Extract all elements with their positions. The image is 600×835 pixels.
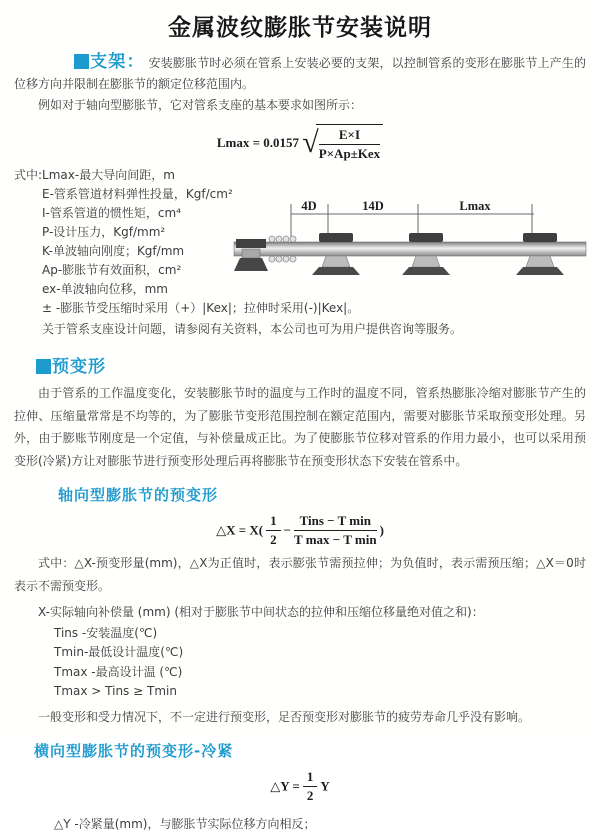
- sqrt-argument: [316, 124, 383, 162]
- half-denominator: 2: [306, 788, 314, 803]
- support-closing-note: 关于管系支座设计问题，请参阅有关资料，本公司也可为用户提供咨询等服务。: [42, 322, 463, 336]
- definition-line: 式中:Lmax-最大导向间距，m: [14, 168, 175, 182]
- temp-def-line: Tins -安装温度(℃): [54, 625, 158, 640]
- dim-label-lmax: Lmax: [459, 199, 491, 213]
- support-section-heading: 支架：: [90, 52, 145, 72]
- pipe-support-diagram: [234, 198, 586, 290]
- support-intro-text: 安装膨胀节时必须在管系上安装必要的支架，以控制管系的变形在膨胀节上产生的位移方向并限制在膨胀节的额定位移范围内。: [14, 56, 586, 91]
- dimension-labels: [301, 199, 491, 213]
- temp-def-line: Tmin-最低设计温度(℃): [54, 645, 184, 659]
- temp-def-line: Tmax > Tins ≥ Tmin: [54, 684, 177, 698]
- axial-formula-rhs: ): [379, 522, 384, 538]
- lateral-note: △Y -冷紧量(mm)，与膨胀节实际位移方向相反；: [54, 817, 316, 831]
- temp-fraction-numerator: Tins − T min: [294, 513, 377, 531]
- definition-line: I-管系管道的惯性矩，cm⁴: [42, 206, 181, 220]
- lmax-formula: [0, 124, 600, 162]
- half-numerator: 1: [266, 513, 281, 531]
- definitions-and-diagram: [14, 166, 586, 298]
- dim-label-14d: 14D: [362, 199, 384, 213]
- temperature-definitions: [14, 624, 586, 702]
- definition-line: Ap-膨胀节有效面积，cm²: [42, 263, 182, 277]
- lmax-formula-denominator: P×Ap±Kex: [318, 146, 381, 161]
- half-numerator: 1: [303, 769, 318, 787]
- definition-line: K-单波轴向刚度；Kgf/mm: [42, 244, 185, 258]
- definition-line: ex-单波轴向位移，mm: [42, 282, 168, 296]
- predeform-paragraph: 由于管系的工作温度变化，安装膨胀节时的温度与工作时的温度不同，管系热膨胀冷缩对膨胀节产生的拉伸、压缩量常常是不均等的，为了膨胀节变形范围控制在额定范围内，需要对膨胀节采取预变形处理。另外，由于膨账节刚度是一个定值，与补偿量成正比。为了使膨胀节位移对管系的作用力最小，也可以采用预变形(冷紧)方让对膨胀节进行预变形处理后再将膨胀节在预变形状态下安装在管系中。: [14, 386, 586, 468]
- one-half-fraction: [300, 769, 321, 804]
- axial-predeform-formula: [0, 513, 600, 548]
- page-title: 金属波纹膨胀节安装说明: [168, 15, 432, 41]
- section-marker-icon: [36, 359, 51, 374]
- pipe: [234, 242, 586, 256]
- section-marker-icon: [74, 54, 89, 69]
- lateral-formula-lhs: △Y =: [270, 778, 300, 794]
- temp-def-line: Tmax -最高设计温 (℃): [54, 664, 183, 679]
- dim-label-4d: 4D: [301, 199, 317, 213]
- axial-subsection-heading: 轴向型膨胀节的预变形: [58, 486, 219, 504]
- predeform-heading-text: 预变形: [52, 357, 106, 377]
- temp-fraction-denominator: T max − T min: [294, 532, 377, 547]
- lateral-predeform-formula: [0, 769, 600, 804]
- temperature-fraction: [291, 513, 380, 548]
- support-example-line: 例如对于轴向型膨胀节，它对管系支座的基本要求如图所示：: [38, 98, 363, 112]
- axial-note1: 式中：△X-预变形量(mm)，△X为正值时，表示膨张节需预拉伸；为负值时，表示需预压缩；△X＝0时表示不需预变形。: [14, 556, 586, 593]
- lmax-formula-numerator: E×I: [319, 127, 380, 145]
- sqrt-icon: √: [302, 126, 319, 159]
- predeform-section-heading: [36, 356, 586, 378]
- axial-note2: X-实际轴向补偿量 (mm) (相对于膨胀节中间状态的拉伸和压缩位移量绝对值之和)：: [38, 605, 484, 619]
- minus-sign: −: [283, 522, 292, 538]
- support-intro-paragraph: [14, 52, 586, 95]
- definition-line: E-管系管道材料弹性投量，Kgf/cm²: [42, 187, 233, 201]
- lmax-formula-lhs: Lmax = 0.0157: [216, 135, 299, 150]
- half-denominator: 2: [270, 532, 277, 547]
- definition-line: P-设计压力，Kgf/mm²: [42, 225, 166, 239]
- axial-note3: 一般变形和受力情况下，不一定进行预变形，足否预变形对膨胀节的疲劳寿命几乎没有影响。: [38, 709, 531, 724]
- axial-formula-lhs: △X = X(: [216, 522, 264, 538]
- plus-minus-note: ± -膨胀节受压缩时采用（+）|Kex|；拉伸时采用(-)|Kex|。: [42, 301, 360, 315]
- lateral-formula-rhs: Y: [320, 778, 330, 794]
- one-half-fraction: [263, 513, 284, 548]
- lateral-subsection-heading: 横向型膨胀节的预变形-冷紧: [34, 742, 234, 760]
